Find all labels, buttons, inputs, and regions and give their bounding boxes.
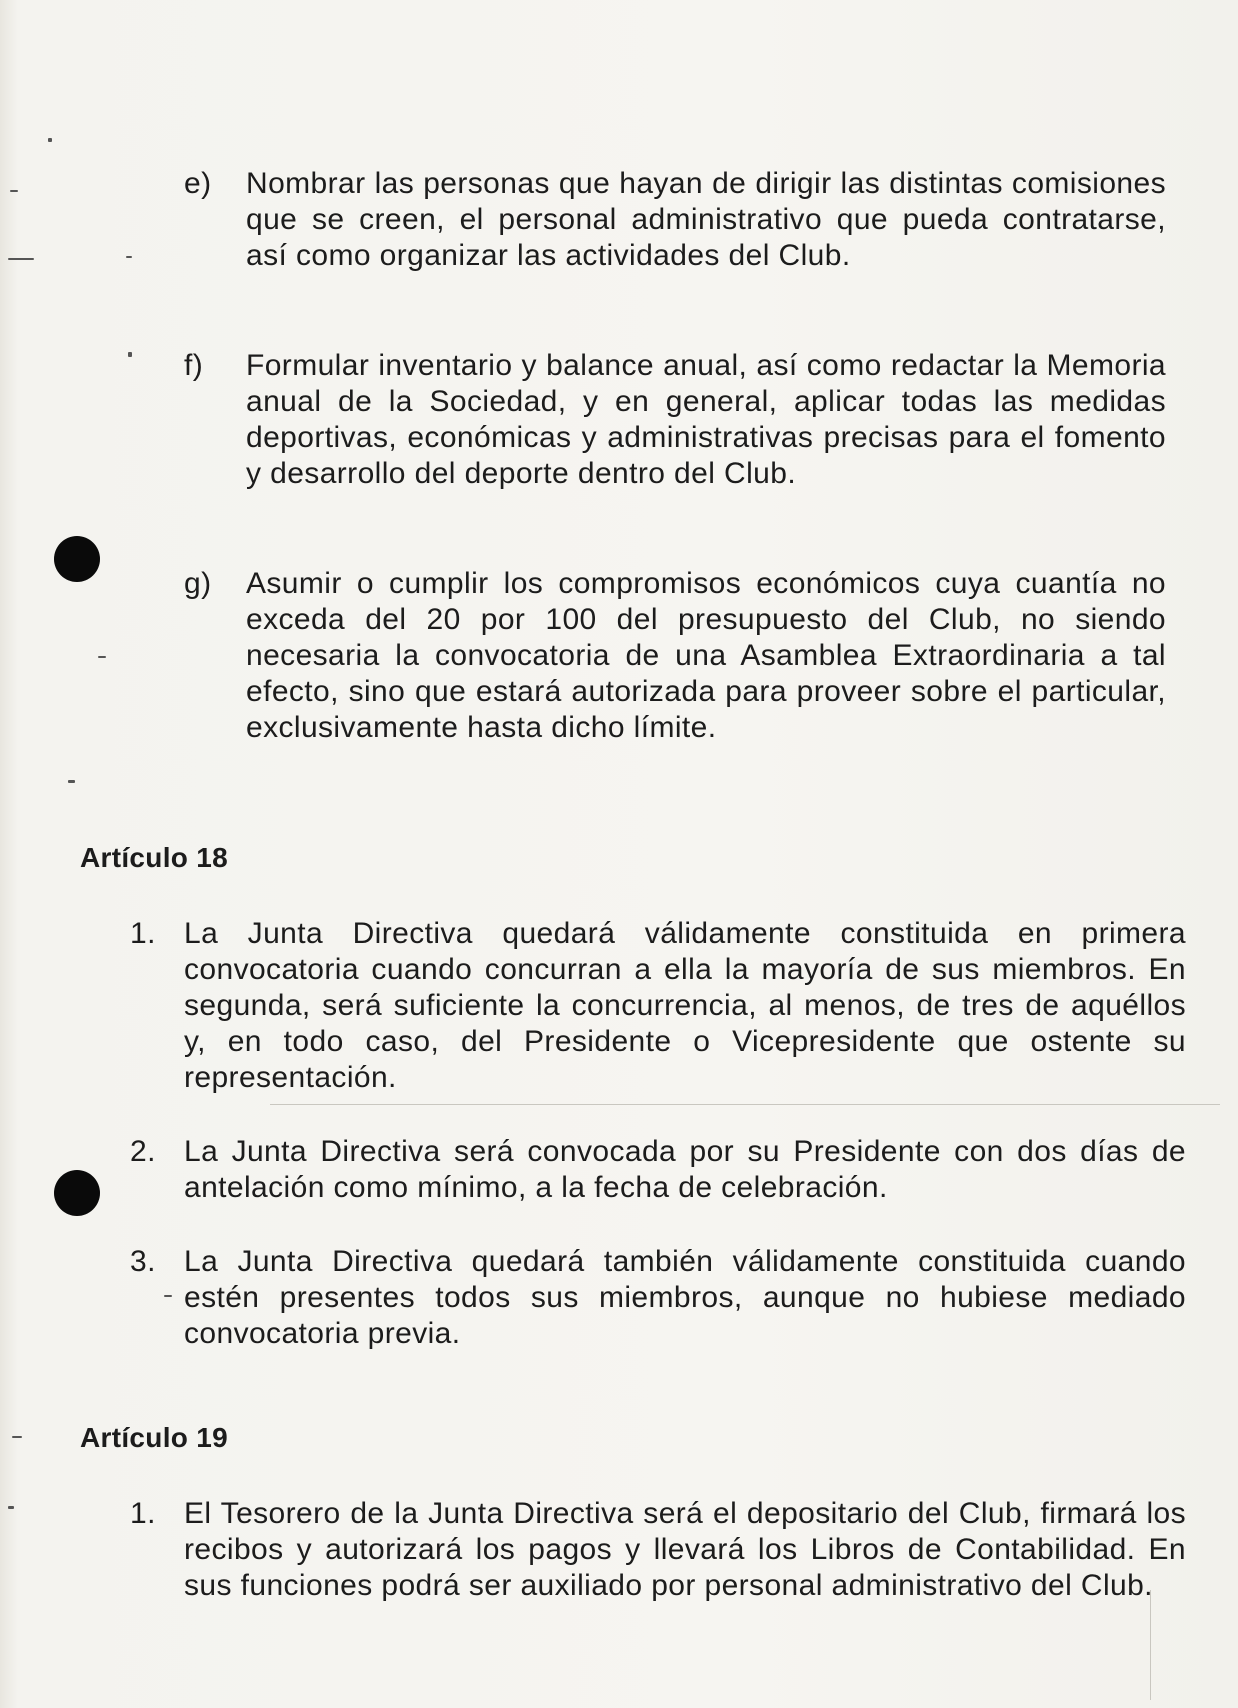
list-marker: g): [184, 567, 212, 600]
clause-text: La Junta Directiva quedará válidamente constituida en primera convocatoria cuando concurran a ella la mayoría de sus miembros. En segunda, será suficiente la concurrencia, al menos, de tres de aquéllos y, en todo caso, del Presidente o Vicepresidente que ostente su representación.: [184, 917, 1186, 1094]
scan-speck: [126, 256, 132, 258]
clause-text: El Tesorero de la Junta Directiva será el depositario del Club, firmará los recibos y autorizará los pagos y llevará los Libros de Contabilidad. En sus funciones podrá ser auxiliado por personal administrativo del Club.: [184, 1497, 1186, 1602]
list-item-text: Formular inventario y balance anual, así como redactar la Memoria anual de la Sociedad, y en general, aplicar todas las medidas deportivas, económicas y administrativas precisas para el fomento y desarrollo del deporte dentro del Club.: [246, 349, 1166, 490]
clause-number: 1.: [130, 1497, 156, 1530]
list-item-text: Asumir o cumplir los compromisos económicos cuya cuantía no exceda del 20 por 100 del presupuesto del Club, no siendo necesaria la convocatoria de una Asamblea Extraordinaria a tal efecto, sino que estará autorizada para proveer sobre el particular, exclusivamente hasta dicho límite.: [246, 567, 1166, 744]
list-marker: f): [184, 349, 204, 382]
scan-rule: [1150, 1590, 1151, 1700]
section-heading-articulo-18: Artículo 18: [80, 842, 229, 873]
clause-number: 1.: [130, 917, 156, 950]
scan-speck: [12, 1436, 22, 1438]
punch-hole-top: [54, 536, 100, 582]
scan-speck: [98, 656, 106, 658]
clause-number: 2.: [130, 1135, 156, 1168]
scan-speck: [10, 190, 18, 192]
punch-hole-bottom: [54, 1170, 100, 1216]
scan-speck: [8, 258, 34, 260]
scan-speck: [128, 352, 132, 357]
scan-speck: [68, 780, 75, 783]
scan-speck: [8, 1506, 14, 1509]
clause-number: 3.: [130, 1245, 156, 1278]
section-heading-articulo-19: Artículo 19: [80, 1422, 229, 1453]
list-item-text: Nombrar las personas que hayan de dirigir las distintas comisiones que se creen, el personal administrativo que pueda contratarse, así como organizar las actividades del Club.: [246, 167, 1166, 272]
list-marker: e): [184, 167, 212, 200]
clause-text: La Junta Directiva quedará también válidamente constituida cuando estén presentes todos sus miembros, aunque no hubiese mediado convocatoria previa.: [184, 1245, 1186, 1350]
scan-speck: [48, 138, 52, 142]
scan-speck: [164, 1295, 172, 1297]
scan-rule: [270, 1104, 1220, 1105]
clause-text: La Junta Directiva será convocada por su Presidente con dos días de antelación como mínimo, a la fecha de celebración.: [184, 1135, 1186, 1204]
